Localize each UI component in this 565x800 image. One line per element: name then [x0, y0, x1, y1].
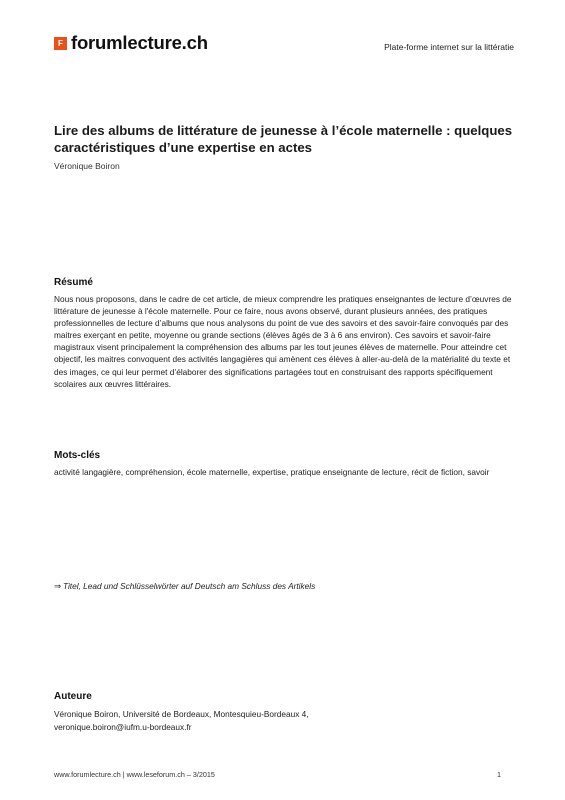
article-author: Véronique Boiron — [54, 161, 120, 171]
auteure-heading: Auteure — [54, 691, 92, 702]
resume-text: Nous nous proposons, dans le cadre de cet article, de mieux comprendre les pratiques enseignantes de lecture d’œuvres de littérature de jeunesse à l'école maternelle. Pour ce faire, nous avons observé, durant plusieurs années, des pratiques professionnelles de lecture d’albums que nous analysons du point de vue des savoirs et des savoir-faire convoqués par des maitres exerçant en petite, moyenne ou grande sections (élèves âgés de 3 à 6 ans environ). Ces savoirs et savoir-faire magistraux visent principalement la compréhension des albums par les tout jeunes élèves de maternelle. Pour atteindre cet objectif, les maitres convoquent des activités langagières qui amènent ces élèves à aller-au-delà de la matérialité du texte et des images, ce qui leur permet d’élaborer des significations partagées tout en construisant des rapports spécifiquement scolaires aux œuvres littéraires. — [54, 294, 512, 389]
site-logo[interactable] — [54, 32, 208, 54]
resume-heading: Résumé — [54, 277, 93, 288]
keywords-heading: Mots-clés — [54, 450, 101, 461]
right-arrow-icon: ⇒ — [54, 581, 61, 591]
page-header — [54, 32, 514, 56]
site-name: forumlecture.ch — [71, 32, 208, 53]
footer-links[interactable]: www.forumlecture.ch | www.leseforum.ch – 3/2015 — [54, 770, 215, 779]
german-translation-note[interactable] — [54, 581, 315, 591]
page-number: 1 — [497, 770, 501, 779]
article-title: Lire des albums de littérature de jeunesse à l’école maternelle : quelques caractéristiques d’une expertise en actes — [54, 123, 513, 155]
keywords-text: activité langagière, compréhension, école maternelle, expertise, pratique enseignante de lecture, récit de fiction, savoir — [54, 467, 490, 477]
note-text: Titel, Lead und Schlüsselwörter auf Deutsch am Schluss des Artikels — [62, 581, 316, 591]
auteure-email[interactable]: veronique.boiron@iufm.u-bordeaux.fr — [54, 722, 192, 732]
forumlecture-logo-icon: F — [54, 37, 67, 50]
page-footer — [54, 770, 501, 779]
site-tagline: Plate-forme internet sur la littératie — [384, 42, 514, 52]
auteure-affiliation: Véronique Boiron, Université de Bordeaux, Montesquieu-Bordeaux 4, — [54, 709, 309, 719]
